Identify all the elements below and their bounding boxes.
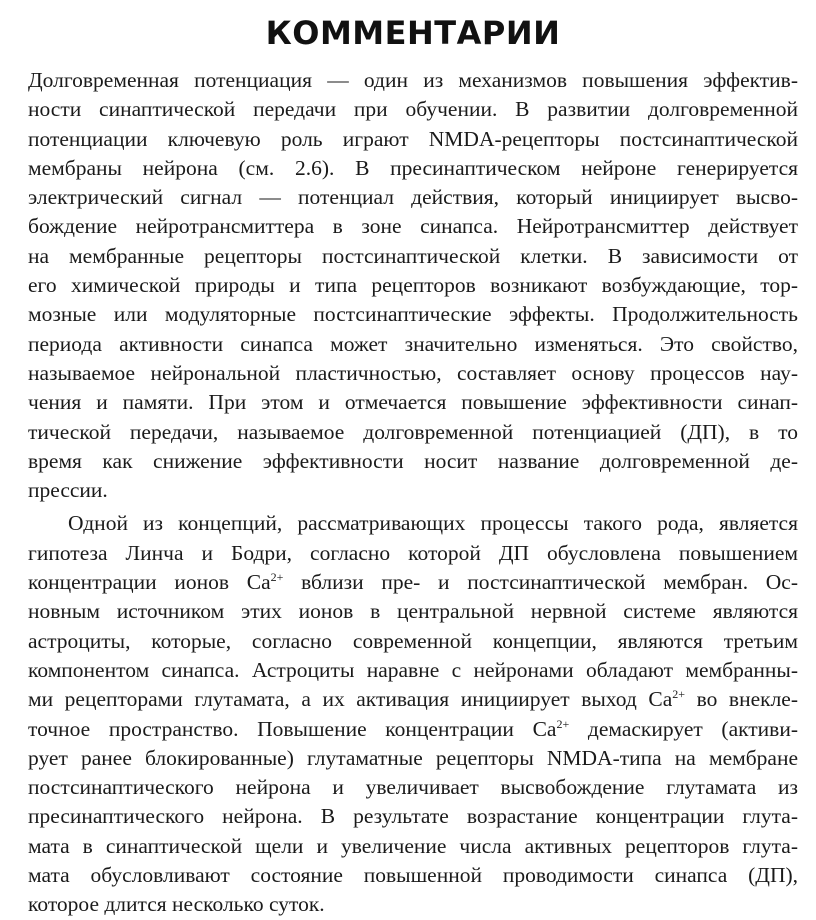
text-line: потенциации ключевую роль играют NMDA-рецепторы постсинаптической [28,126,798,151]
text-line: пресинаптического нейрона. В результате возрастание концентрации глута- [28,804,798,829]
text-line: на мембранные рецепторы постсинаптической клетки. В зависимости от [28,243,798,268]
text-line: Одной из концепций, рассматривающих процессы такого рода, является [68,511,798,536]
text-line: чения и памяти. При этом и отмечается повышение эффективности синап- [28,390,798,415]
text-line: постсинаптического нейрона и увеличивает высвобождение глутамата из [28,775,798,800]
text-line: астроциты, которые, согласно современной концепции, являются третьим [28,628,798,653]
text-line: тической передачи, называемое долговременной потенциацией (ДП), в то [28,419,798,444]
text-line: новным источником этих ионов в центральной нервной системе являются [28,599,798,624]
text-line: компонентом синапса. Астроциты наравне с нейронами обладают мембранны- [28,657,798,682]
text-line: мата обусловливают состояние повышенной проводимости синапса (ДП), [28,863,798,888]
text-line: прессии. [28,478,108,503]
text-line: гипотеза Линча и Бодри, согласно которой ДП обусловлена повышением [28,540,798,565]
page-title: КОММЕНТАРИИ [265,14,561,52]
text-line: рует ранее блокированные) глутаматные рецепторы NMDA-типа на мембране [28,745,798,770]
text-line: мембраны нейрона (см. 2.6). В пресинаптическом нейроне генерируется [28,155,798,180]
text-line: которое длится несколько суток. [28,892,325,917]
text-line: мозные или модуляторные постсинаптические эффекты. Продолжительность [28,302,798,327]
text-line: его химической природы и типа рецепторов возникают возбуждающие, тор- [28,273,798,298]
text-line: электрический сигнал — потенциал действия, который инициирует высво- [28,185,798,210]
paragraph-1 [28,66,798,505]
text-line: точное пространство. Повышение концентрации $Са^{2+}$ демаскирует (активи- [28,716,798,741]
text-line: называемое нейрональной пластичностью, составляет основу процессов нау- [28,360,798,385]
text-line: концентрации ионов $Са^{2+}$ вблизи пре- и постсинаптической мембран. Ос- [28,570,799,595]
text-line: Долговременная потенциация — один из механизмов повышения эффектив- [28,68,798,92]
text-line: мата в синаптической щели и увеличение числа активных рецепторов глута- [28,833,798,858]
text-line: бождение нейротрансмиттера в зоне синапса. Нейротрансмиттер действует [28,214,798,239]
text-line: время как снижение эффективности носит название долговременной де- [28,448,798,473]
paragraph-2 [28,509,798,919]
text-line: периода активности синапса может значительно изменяться. Это свойство, [28,331,798,356]
text-line: ности синаптической передачи при обучении. В развитии долговременной [28,97,798,122]
text-line: ми рецепторами глутамата, а их активация инициирует выход $Са^{2+}$ во внекле- [28,687,799,712]
